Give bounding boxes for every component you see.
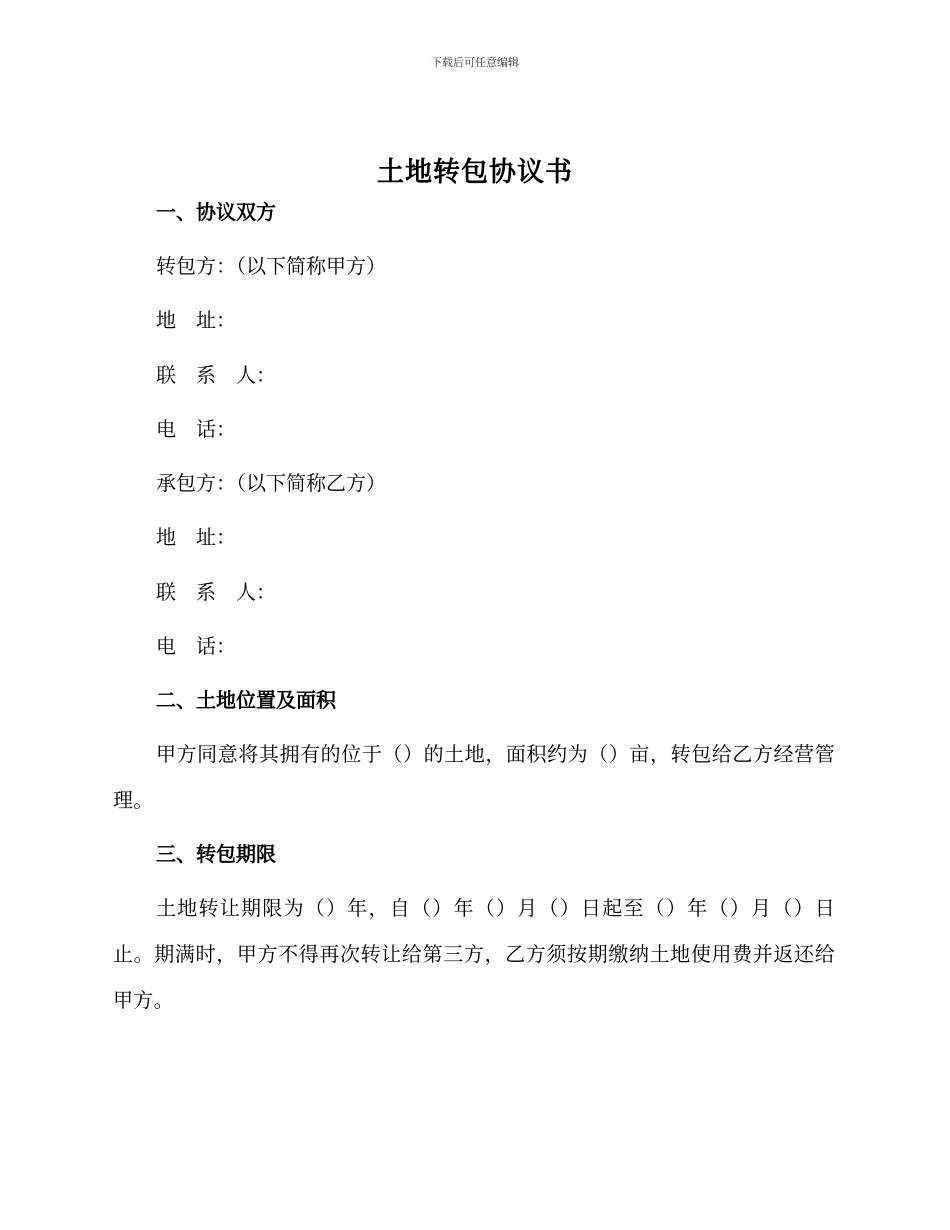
section3-paragraph: 土地转让期限为（）年，自（）年（）月（）日起至（）年（）月（）日止。期满时，甲方不得再次转让给第三方，乙方须按期缴纳土地使用费并返还给甲方。	[113, 896, 835, 1012]
section2-heading: 二、土地位置及面积	[156, 688, 336, 712]
party-b-line: 承包方：（以下简称乙方）	[156, 471, 386, 495]
party-a-line: 转包方：（以下简称甲方）	[156, 254, 386, 278]
section2-paragraph: 甲方同意将其拥有的位于（）的土地，面积约为（）亩，转包给乙方经营管理。	[113, 742, 835, 812]
party-a-phone: 电 话：	[156, 417, 236, 441]
section1-heading: 一、协议双方	[156, 200, 276, 224]
party-a-address: 地 址：	[156, 308, 236, 332]
section3-heading: 三、转包期限	[156, 842, 276, 866]
header-note: 下载后可任意编辑	[431, 56, 519, 69]
document-title: 土地转包协议书	[377, 157, 573, 188]
party-b-address: 地 址：	[156, 525, 236, 549]
party-a-contact: 联 系 人：	[156, 363, 276, 387]
party-b-contact: 联 系 人：	[156, 580, 276, 604]
party-b-phone: 电 话：	[156, 634, 236, 658]
